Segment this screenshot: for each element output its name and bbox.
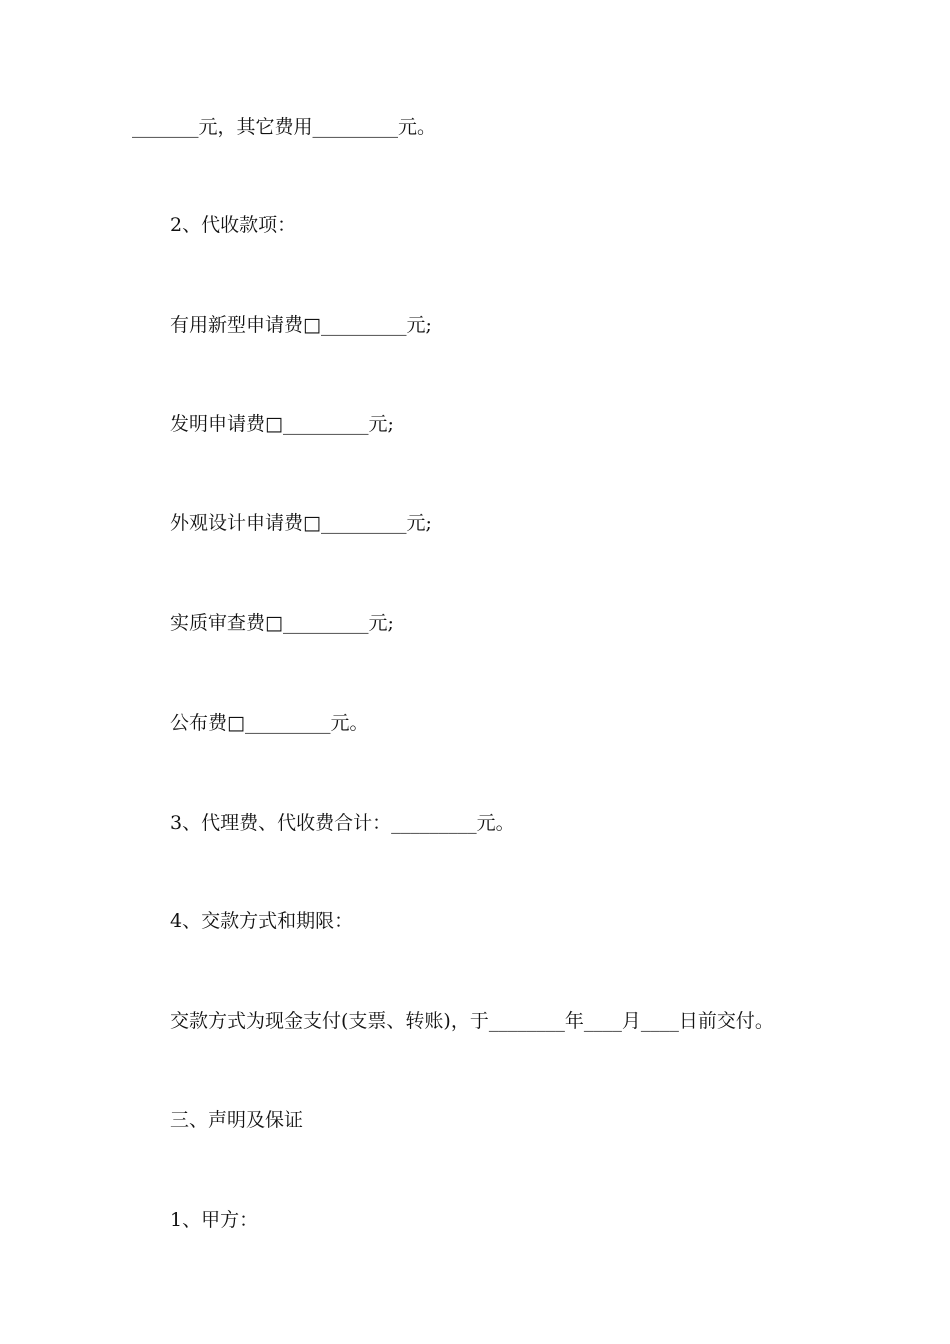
fee-continuation-line: _______元，其它费用_________元。 (132, 116, 437, 138)
invention-fee-line: 发明申请费□_________元; (170, 413, 394, 435)
design-fee-line: 外观设计申请费□_________元; (170, 512, 432, 534)
section-three-heading: 三、声明及保证 (170, 1109, 304, 1131)
examination-fee-line: 实质审查费□_________元; (170, 612, 394, 634)
payment-method-line: 交款方式为现金支付(支票、转账)，于________年____月____日前交付。 (170, 1010, 774, 1032)
party-a-heading: 1、甲方： (170, 1209, 259, 1231)
section-collection-heading: 2、代收款项： (170, 214, 297, 236)
total-fee-line: 3、代理费、代收费合计：_________元。 (170, 812, 515, 834)
publication-fee-line: 公布费□_________元。 (170, 712, 369, 734)
payment-method-heading: 4、交款方式和期限： (170, 910, 354, 932)
utility-model-fee-line: 有用新型申请费□_________元; (170, 314, 432, 336)
